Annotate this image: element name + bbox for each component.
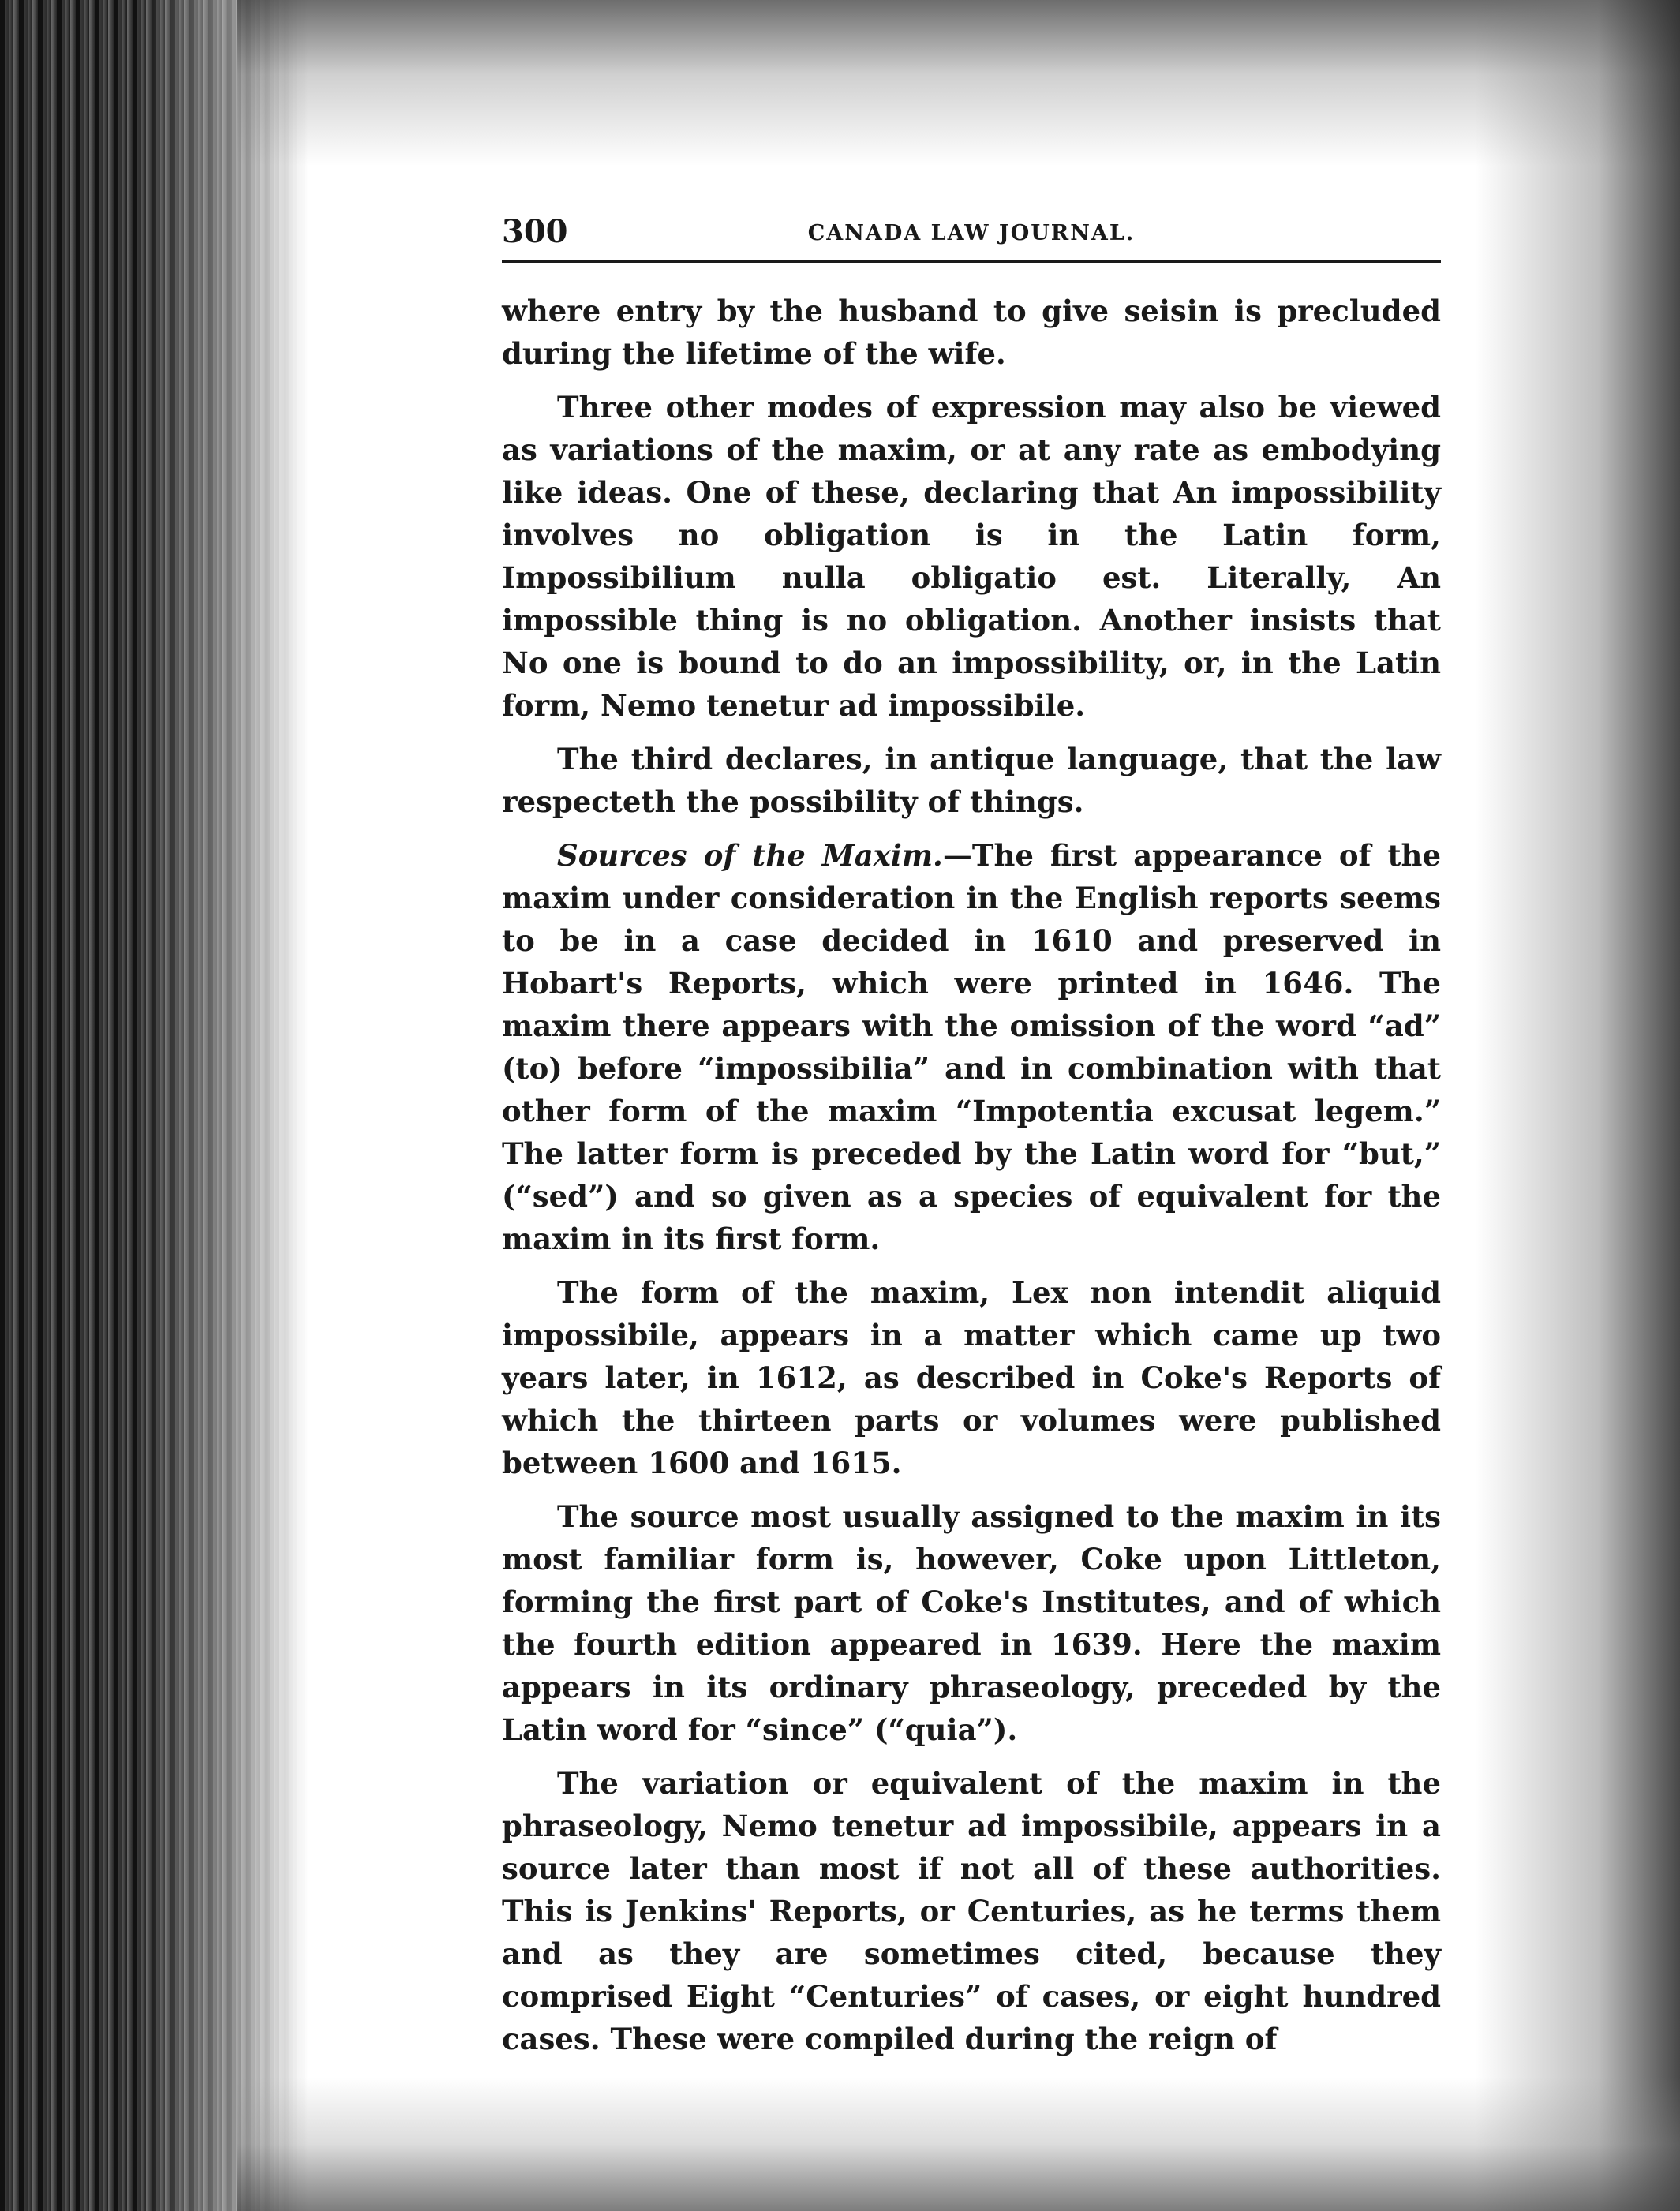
paragraph-6-text: The source most usually assigned to the maxim in its most familiar form is, however, Coke upon Littleton, forming the first part of Coke's Institutes, and of which the fourth edition appeared in 1639. Here the maxim appears in its ordinary phraseology, preceded by the Latin word for “since” (“quia”). (502, 1499, 1441, 1747)
book-page (502, 213, 1441, 2071)
paragraph-5 (502, 1271, 1441, 1484)
scan-gutter-shadow (0, 0, 308, 2211)
paragraph-1 (502, 290, 1441, 375)
paragraph-2 (502, 386, 1441, 727)
scan-top-edge-shadow (237, 0, 1680, 166)
page-body (502, 290, 1441, 2060)
paragraph-5-text: The form of the maxim, Lex non intendit aliquid impossibile, appears in a matter which came up two years later, in 1612, as described in Coke's Reports of which the thirteen parts or volumes were published between 1600 and 1615. (502, 1275, 1441, 1480)
section-side-heading: Sources of the Maxim. (557, 838, 943, 873)
paragraph-4-text: —The first appearance of the maxim under consideration in the English reports seems to be in a case decided in 1610 and preserved in Hobart's Reports, which were printed in 1646. The maxim there appears with the omission of the word “ad” (to) before “impossibilia” and in combination with that other form of the maxim “Impotentia excusat legem.” The latter form is preceded by the Latin word for “but,” (“sed”) and so given as a species of equivalent for the maxim in its first form. (502, 838, 1441, 1256)
paragraph-7-text: The variation or equivalent of the maxim in the phraseology, Nemo tenetur ad impossibile, appears in a source later than most if not all of these authorities. This is Jenkins' Reports, or Centuries, as he terms them and as they are sometimes cited, because they comprised Eight “Centuries” of cases, or eight hundred cases. These were compiled during the reign of (502, 1766, 1441, 2056)
page-number: 300 (502, 213, 568, 250)
journal-title: CANADA LAW JOURNAL. (807, 221, 1136, 245)
paragraph-6 (502, 1495, 1441, 1751)
paragraph-7 (502, 1762, 1441, 2060)
running-head (502, 213, 1441, 263)
paragraph-3-text: The third declares, in antique language, that the law respecteth the possibility of things. (502, 742, 1441, 819)
paragraph-3 (502, 738, 1441, 823)
paragraph-4 (502, 834, 1441, 1260)
scan-bottom-edge-shadow (237, 2077, 1680, 2211)
paragraph-1-text: where entry by the husband to give seisin is precluded during the lifetime of the wife. (502, 294, 1441, 371)
scan-right-edge-shadow (1475, 0, 1680, 2211)
paragraph-2-text: Three other modes of expression may also be viewed as variations of the maxim, or at any rate as embodying like ideas. One of these, declaring that An impossibility involves no obligation is in the Latin form, Impossibilium nulla obligatio est. Literally, An impossible thing is no obligation. Another insists that No one is bound to do an impossibility, or, in the Latin form, Nemo tenetur ad impossibile. (502, 390, 1441, 723)
